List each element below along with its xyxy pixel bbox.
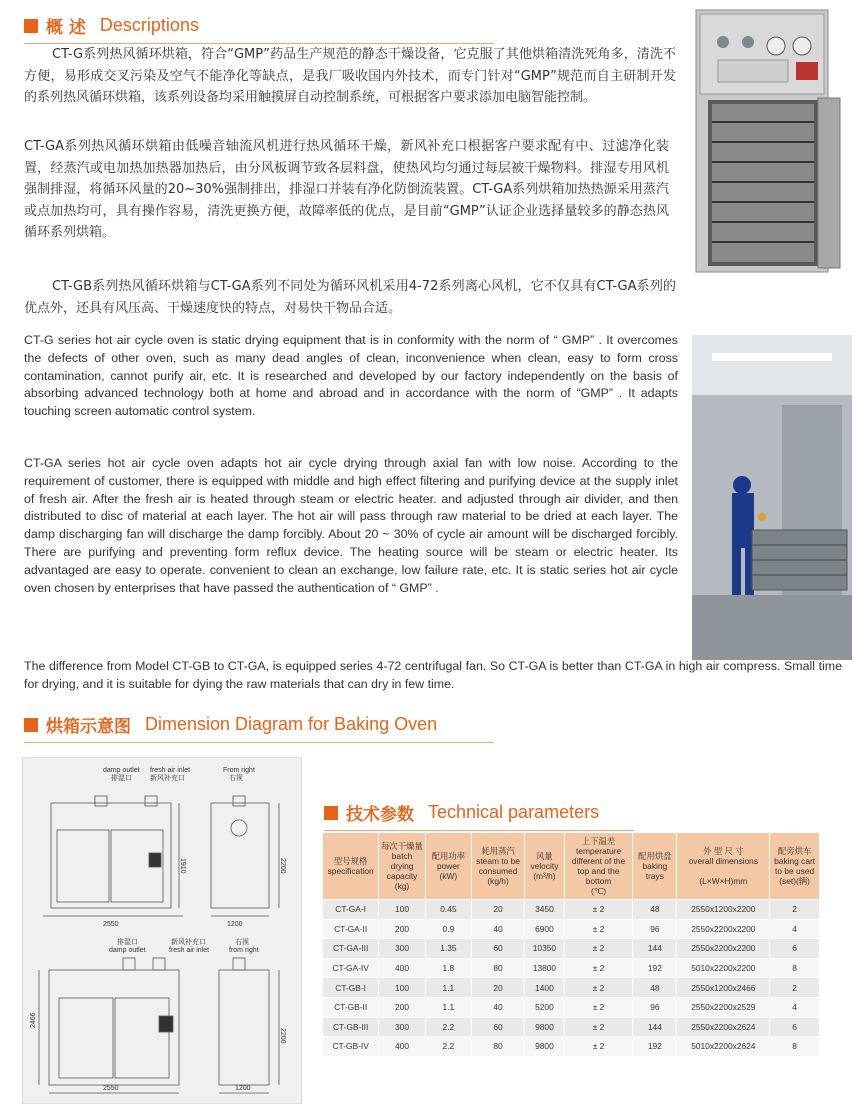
table-cell: 144 xyxy=(633,1017,677,1037)
heading-square-icon xyxy=(324,806,338,820)
d1-damp-cn: 排湿口 xyxy=(111,775,132,782)
table-cell: 400 xyxy=(379,958,425,978)
table-cell: CT-GB-II xyxy=(323,997,379,1017)
diagram-heading xyxy=(24,712,437,737)
table-cell: 48 xyxy=(633,978,677,998)
header-steam: 耗用蒸汽 steam to be consumed (kg/h) xyxy=(472,833,525,900)
table-cell: 6900 xyxy=(525,919,565,939)
d1-front-cn: 右视 xyxy=(229,775,243,782)
table-cell: ± 2 xyxy=(564,1037,632,1057)
table-cell: 0.9 xyxy=(425,919,471,939)
heading-square-icon xyxy=(24,718,38,732)
table-cell: CT-GB-I xyxy=(323,978,379,998)
table-cell: 300 xyxy=(379,939,425,959)
table-cell: 60 xyxy=(472,1017,525,1037)
table-cell: 1.1 xyxy=(425,997,471,1017)
header-capacity: 每次干燥量 batch drying capacity (kg) xyxy=(379,833,425,900)
d1-fresh-cn: 新风补充口 xyxy=(150,775,185,782)
table-cell: 96 xyxy=(633,997,677,1017)
header-spec: 型号规格 specification xyxy=(323,833,379,900)
table-cell: 4 xyxy=(770,997,820,1017)
table-cell: ± 2 xyxy=(564,919,632,939)
table-cell: ± 2 xyxy=(564,997,632,1017)
table-header-row xyxy=(323,833,820,900)
workshop-photo xyxy=(692,335,852,660)
table-cell: 40 xyxy=(472,919,525,939)
d2-front-cn: 右视 xyxy=(235,939,249,946)
table-cell: 200 xyxy=(379,919,425,939)
header-velocity: 风量 velocity (m³/h) xyxy=(525,833,565,900)
d1-width: 2550 xyxy=(103,921,119,928)
table-cell: CT-GA-IV xyxy=(323,958,379,978)
table-cell: 60 xyxy=(472,939,525,959)
header-dimensions: 外 型 尺 寸 overall dimensions (L×W×H)mm xyxy=(677,833,770,900)
d2-fresh-en: fresh air inlet xyxy=(169,947,210,954)
heading-square-icon xyxy=(24,19,38,33)
d2-height2: 2200 xyxy=(279,1028,286,1044)
table-cell: 1.8 xyxy=(425,958,471,978)
en-paragraph-1: CT-G series hot air cycle oven is static drying equipment that is in conformity with the norm of “ GMP” . It overcomes the defects of other oven, such as many dead angles of clean, inconvenience when clean, easy to form cross contamination, cannot purify air, etc. It is researched and developed by our factory independently on the basis of absorbing advanced technology both at home and abroad and in accordance with the norm of “GMP” . It adapts touching screen automatic control system. xyxy=(24,333,678,419)
table-cell: ± 2 xyxy=(564,958,632,978)
table-cell: 2.2 xyxy=(425,1037,471,1057)
table-cell: 80 xyxy=(472,958,525,978)
en-paragraph-3: The difference from Model CT-GB to CT-GA, is equipped series 4-72 centrifugal fan. So CT-GA is better than CT-GA in high air compress. Small time for drying, and it is suitable for dying the raw materials that can dry in few time. xyxy=(24,659,842,691)
descriptions-heading-cn: 概 述 xyxy=(46,18,86,38)
params-heading-cn: 技术参数 xyxy=(346,805,414,825)
table-cell: 9800 xyxy=(525,1037,565,1057)
cn-paragraph-1: CT-G系列热风循环烘箱，符合“GMP”药品生产规范的静态干燥设备，它克服了其他烘箱清洗死角多，清洗不方便，易形成交叉污染及空气不能净化等缺点，是我厂吸收国内外技术，而专门针对“GMP”规范而自主研制开发的系列热风循环烘箱，该系列设备均采用触摸屏自动控制系统，可根据客户要求添加电脑智能控制。 xyxy=(24,47,676,105)
table-cell: 40 xyxy=(472,997,525,1017)
oven-photo xyxy=(678,2,848,284)
table-cell: 192 xyxy=(633,958,677,978)
en-paragraph-2: CT-GA series hot air cycle oven adapts hot air cycle drying through axial fan with low noise. According to the requirement of customer, there is equipped with middle and high effect filtering and purifying device at the supply inlet of fresh air. After the fresh air is heated through steam or electric heater. and adjusted through air divider, and then distributed to disc of material at each layer. The hot air will pass through raw material to be dried at each layer. The damp discharging fan will discharge the damp forcibly. About 20 ~ 30% of cycle air amount will be discharged forcibly. There are purifying and preventing form reflux device. The heating source will be steam or electric heater. Its advantaged are easy to operate. convenient to clean an exchange, low failure rate, etc. It is static series hot air cycle oven chosen by enterprises that have passed the authentication of “ GMP” . xyxy=(24,456,678,595)
table-cell: 4 xyxy=(770,919,820,939)
technical-parameters-table xyxy=(322,832,820,1057)
d1-damp-en: damp outlet xyxy=(103,767,140,774)
d2-damp-cn: 排湿口 xyxy=(117,939,138,946)
table-cell: 2550x2200x2529 xyxy=(677,997,770,1017)
table-cell: 48 xyxy=(633,900,677,920)
table-row xyxy=(323,958,820,978)
table-cell: 2550x1200x2200 xyxy=(677,900,770,920)
d2-height: 2466 xyxy=(30,1012,37,1028)
table-cell: 5010x2200x2624 xyxy=(677,1037,770,1057)
descriptions-heading xyxy=(24,13,199,38)
table-cell: 192 xyxy=(633,1037,677,1057)
table-cell: 2550x1200x2466 xyxy=(677,978,770,998)
table-cell: 96 xyxy=(633,919,677,939)
table-cell: 80 xyxy=(472,1037,525,1057)
table-cell: 8 xyxy=(770,958,820,978)
table-cell: 6 xyxy=(770,939,820,959)
table-cell: 5010x2200x2200 xyxy=(677,958,770,978)
params-heading-en: Technical parameters xyxy=(428,802,600,822)
table-row xyxy=(323,919,820,939)
table-cell: 1400 xyxy=(525,978,565,998)
table-cell: 0.45 xyxy=(425,900,471,920)
table-cell: CT-GA-III xyxy=(323,939,379,959)
table-cell: 20 xyxy=(472,978,525,998)
table-cell: 200 xyxy=(379,997,425,1017)
table-cell: 2550x2200x2200 xyxy=(677,919,770,939)
table-row xyxy=(323,978,820,998)
d2-depth: 1200 xyxy=(235,1085,251,1092)
header-temp-diff: 上下温差 temperature different of the top and the bottom (℃) xyxy=(564,833,632,900)
table-cell: 1.1 xyxy=(425,978,471,998)
table-cell: 144 xyxy=(633,939,677,959)
dimension-diagram xyxy=(22,757,302,1104)
table-cell: 13800 xyxy=(525,958,565,978)
table-row xyxy=(323,939,820,959)
table-row xyxy=(323,1017,820,1037)
diagram-heading-en: Dimension Diagram for Baking Oven xyxy=(145,714,438,734)
header-cart: 配旁烘车 baking cart to be used (set)(辆) xyxy=(770,833,820,900)
d1-height: 1910 xyxy=(179,858,186,874)
d2-damp-en: damp outlet xyxy=(109,947,146,954)
table-cell: 2 xyxy=(770,900,820,920)
table-cell: CT-GB-IV xyxy=(323,1037,379,1057)
table-cell: 2 xyxy=(770,978,820,998)
table-cell: 100 xyxy=(379,900,425,920)
table-cell: 400 xyxy=(379,1037,425,1057)
table-cell: 1.35 xyxy=(425,939,471,959)
table-cell: ± 2 xyxy=(564,939,632,959)
table-cell: ± 2 xyxy=(564,978,632,998)
params-heading xyxy=(324,800,599,825)
d1-depth: 1200 xyxy=(227,921,243,928)
table-cell: 6 xyxy=(770,1017,820,1037)
table-cell: CT-GA-I xyxy=(323,900,379,920)
table-cell: 8 xyxy=(770,1037,820,1057)
cn-paragraph-3: CT-GB系列热风循环烘箱与CT-GA系列不同处为循环风机采用4-72系列离心风机，它不仅具有CT-GA系列的优点外，还具有风压高、干燥速度快的特点，对易快干物品合适。 xyxy=(24,279,676,316)
table-cell: 5200 xyxy=(525,997,565,1017)
table-cell: 3450 xyxy=(525,900,565,920)
header-power: 配用功率 power (kW) xyxy=(425,833,471,900)
table-cell: CT-GB-III xyxy=(323,1017,379,1037)
table-cell: 2550x2200x2200 xyxy=(677,939,770,959)
d1-fresh-en: fresh air inlet xyxy=(150,767,191,774)
d1-front-en: From right xyxy=(223,767,255,774)
cn-paragraph-2: CT-GA系列热风循环烘箱由低噪音轴流风机进行热风循环干燥，新风补充口根据客户要求配有中、过滤净化装置，经蒸汽或电加热加热器加热后，由分风板调节致各层料盘，使热风均匀通过每层被干燥物料。排湿专用风机强制排湿，将循环风量的20~30%强制排出，排湿口并装有净化防倒流装置。CT-GA系列烘箱加热热源采用蒸汽或点加热均可，具有操作容易，清洗更换方便，故障率低的优点，是目前“GMP”认证企业选择量较多的静态热风循环系列烘箱。 xyxy=(24,139,669,240)
d2-front-en: from right xyxy=(229,947,259,954)
table-cell: ± 2 xyxy=(564,900,632,920)
descriptions-heading-en: Descriptions xyxy=(99,15,199,35)
table-cell: 2.2 xyxy=(425,1017,471,1037)
header-trays: 配用烘盘 baking trays xyxy=(633,833,677,900)
table-cell: 2550x2200x2624 xyxy=(677,1017,770,1037)
table-row xyxy=(323,997,820,1017)
d2-fresh-cn: 新风补充口 xyxy=(171,939,206,946)
table-row xyxy=(323,1037,820,1057)
table-cell: CT-GA-II xyxy=(323,919,379,939)
table-cell: 20 xyxy=(472,900,525,920)
table-cell: 10350 xyxy=(525,939,565,959)
table-cell: 100 xyxy=(379,978,425,998)
table-cell: ± 2 xyxy=(564,1017,632,1037)
d2-width: 2550 xyxy=(103,1085,119,1092)
d1-height2: 2200 xyxy=(279,858,286,874)
table-cell: 9800 xyxy=(525,1017,565,1037)
table-row xyxy=(323,900,820,920)
diagram-heading-cn: 烘箱示意图 xyxy=(46,717,131,737)
table-cell: 300 xyxy=(379,1017,425,1037)
